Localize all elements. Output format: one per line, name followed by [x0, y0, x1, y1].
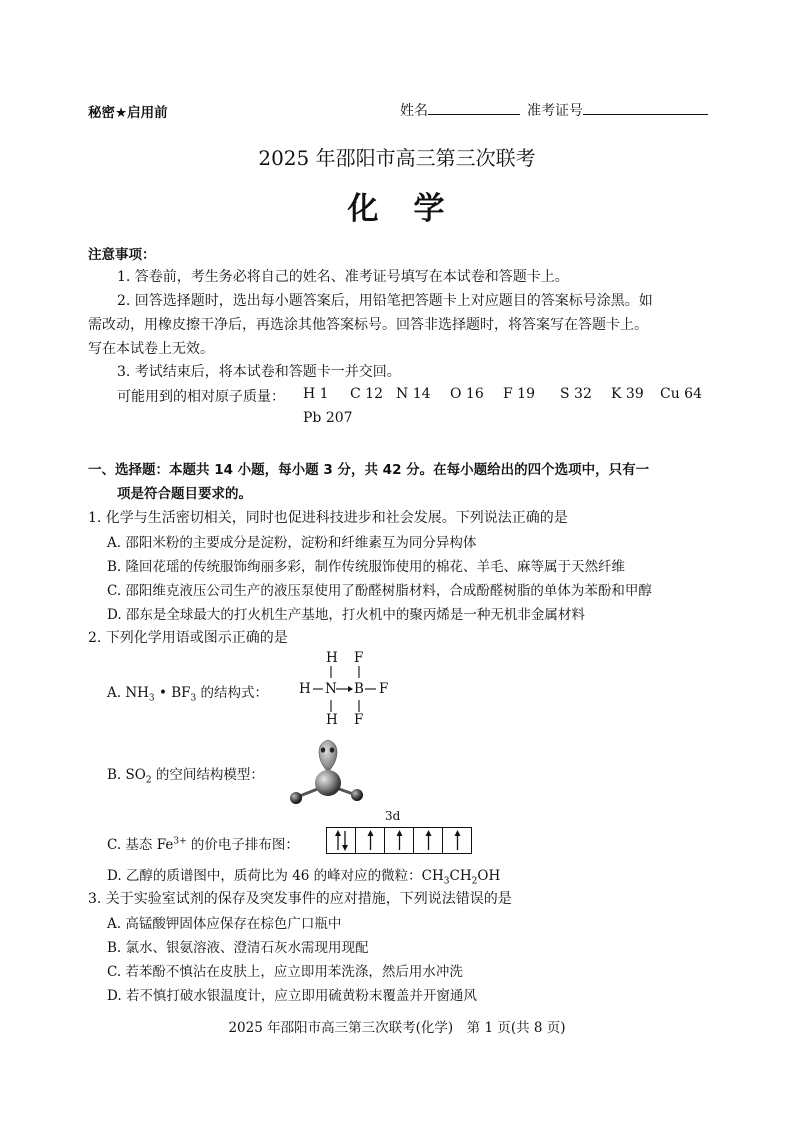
spin-up-arrow [356, 828, 385, 853]
q1-option-c[interactable]: C. 邵阳维克液压公司生产的液压泵使用了酚醛树脂材料，合成酚醛树脂的单体为苯酚和甲醇 [107, 583, 652, 599]
so2-model-image [284, 737, 374, 809]
atom-h: H [299, 681, 311, 697]
notice-item: 写在本试卷上无效。 [88, 341, 214, 357]
orbital-box [414, 828, 443, 853]
atom-h: H [326, 712, 338, 728]
atom-f: F [354, 650, 364, 666]
q2-option-a[interactable]: A. $NH_3$ • $BF_3$ 的结构式： [107, 685, 269, 704]
atomic-mass: H 1 [303, 386, 329, 402]
name-field[interactable] [400, 100, 520, 120]
name-blank[interactable] [428, 100, 520, 115]
spin-up-down-arrows [327, 828, 356, 853]
orbital-box [356, 828, 385, 853]
atom-f: F [379, 681, 389, 697]
question-stem: 1. 化学与生活密切相关，同时也促进科技进步和社会发展。下列说法正确的是 [88, 510, 568, 526]
subject-title: 化 学 [347, 191, 447, 227]
q3-option-b[interactable]: B. 氯水、银氨溶液、澄清石灰水需现用现配 [107, 940, 369, 956]
q3-option-a[interactable]: A. 高锰酸钾固体应保存在棕色广口瓶中 [107, 916, 342, 932]
q2-option-c[interactable]: C. 基态 $Fe^{3+}$ 的价电子排布图： [107, 836, 299, 853]
q1-option-d[interactable]: D. 邵东是全球最大的打火机生产基地，打火机中的聚丙烯是一种无机非金属材料 [107, 607, 585, 623]
section-heading: 一、选择题：本题共 14 小题，每小题 3 分，共 42 分。在每小题给出的四个选项中，只有一 [88, 462, 650, 478]
question-stem: 3. 关于实验室试剂的保存及突发事件的应对措施，下列说法错误的是 [88, 891, 512, 907]
atomic-mass: Pb 207 [303, 410, 353, 426]
orbital-box [443, 828, 471, 853]
spin-up-arrow [385, 828, 414, 853]
orbital-box [327, 828, 356, 853]
q3-option-d[interactable]: D. 若不慎打破水银温度计，应立即用硫黄粉末覆盖并开窗通风 [107, 988, 477, 1004]
page-footer: 2025 年邵阳市高三第三次联考(化学) 第 1 页(共 8 页) [228, 1020, 566, 1036]
atom-h: H [326, 650, 338, 666]
atomic-mass: C 12 [350, 386, 383, 402]
orbital-box [385, 828, 414, 853]
q3-option-c[interactable]: C. 若苯酚不慎沾在皮肤上，应立即用苯洗涤，然后用水冲洗 [107, 964, 463, 980]
atomic-mass: S 32 [560, 386, 592, 402]
atomic-mass: O 16 [450, 386, 484, 402]
atomic-mass: Cu 64 [660, 386, 702, 402]
atomic-mass: K 39 [611, 386, 644, 402]
atom-n: N [325, 681, 337, 697]
exam-title: 2025 年邵阳市高三第三次联考 [258, 146, 536, 170]
question-stem: 2. 下列化学用语或图示正确的是 [88, 630, 288, 646]
q2-option-b[interactable]: B. $SO_2$ 的空间结构模型： [107, 767, 264, 786]
notice-item: 需改动，用橡皮擦干净后，再选涂其他答案标号。回答非选择题时，将答案写在答题卡上。 [88, 317, 648, 333]
notice-item: 1. 答卷前，考生务必将自己的姓名、准考证号填写在本试卷和答题卡上。 [117, 269, 569, 285]
exam-id-label: 准考证号 [527, 103, 583, 119]
spin-up-arrow [414, 828, 443, 853]
q2-option-d[interactable]: D. 乙醇的质谱图中，质荷比为 46 的峰对应的微粒：$CH_3CH_2OH$ [107, 868, 501, 887]
atom-b: B [354, 681, 364, 697]
secret-label: 秘密★启用前 [88, 105, 168, 121]
q1-option-b[interactable]: B. 隆回花瑶的传统服饰绚丽多彩，制作传统服饰使用的棉花、羊毛、麻等属于天然纤维 [107, 559, 626, 575]
q1-option-a[interactable]: A. 邵阳米粉的主要成分是淀粉，淀粉和纤维素互为同分异构体 [107, 535, 477, 551]
name-label: 姓名 [400, 103, 428, 119]
atomic-mass-label: 可能用到的相对原子质量： [117, 389, 285, 405]
notice-item: 2. 回答选择题时，选出每小题答案后，用铅笔把答题卡上对应题目的答案标号涂黑。如 [117, 293, 653, 309]
atomic-mass: F 19 [503, 386, 535, 402]
exam-id-blank[interactable] [583, 100, 708, 115]
atomic-mass: N 14 [396, 386, 431, 402]
notice-item: 3. 考试结束后，将本试卷和答题卡一并交回。 [117, 364, 401, 380]
nh3-bf3-structure [296, 648, 396, 732]
section-heading: 项是符合题目要求的。 [117, 486, 252, 502]
atom-f: F [354, 712, 364, 728]
orbital-diagram [326, 827, 472, 854]
orbital-label: 3d [385, 809, 401, 823]
spin-up-arrow [443, 828, 472, 853]
notice-heading: 注意事项： [88, 247, 156, 263]
exam-id-field[interactable] [527, 100, 708, 120]
